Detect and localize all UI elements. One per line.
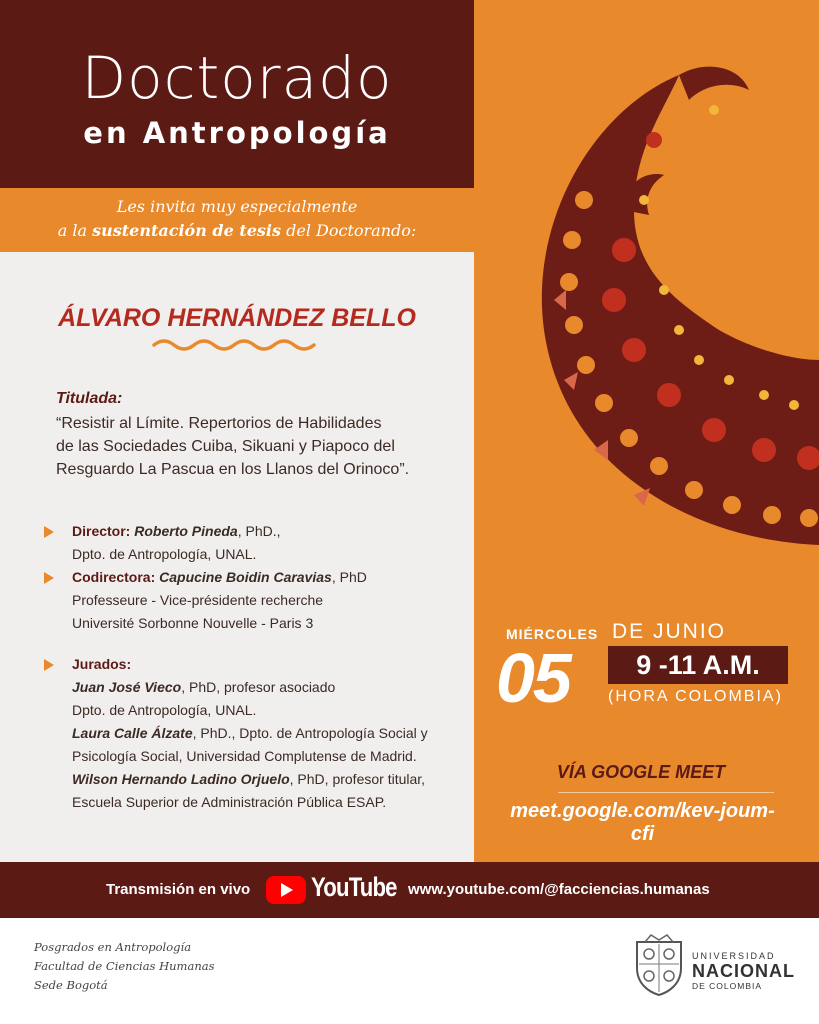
youtube-logo-text: YouTube — [311, 872, 397, 902]
faculty-line: Facultad de Ciencias Humanas — [34, 959, 215, 973]
triangle-bullet-icon — [44, 572, 54, 584]
thesis-line: “Resistir al Límite. Repertorios de Habilidades — [56, 415, 382, 432]
youtube-channel-link[interactable]: www.youtube.com/@facciencias.humanas — [408, 881, 710, 898]
event-time: 9 -11 A.M. — [608, 646, 788, 684]
thesis-label: Titulada: — [56, 390, 123, 407]
decorative-hook-illustration — [474, 0, 819, 600]
jury-member-name: Laura Calle Álzate — [72, 725, 193, 741]
meeting-platform: VÍA GOOGLE MEET — [556, 762, 726, 782]
program-subtitle: en Antropología — [83, 116, 391, 150]
logo-line-2: NACIONAL — [692, 961, 795, 981]
candidate-name: ÁLVARO HERNÁNDEZ BELLO — [58, 304, 416, 332]
event-weekday: MIÉRCOLES — [506, 626, 599, 642]
youtube-play-icon — [266, 876, 306, 904]
jury-entry — [40, 653, 460, 814]
department-line: Posgrados en Antropología — [34, 940, 192, 954]
campus-line: Sede Bogotá — [34, 978, 108, 992]
jury-member-title: , PhD, profesor asociado — [181, 679, 336, 695]
event-day: 05 — [496, 639, 570, 717]
meeting-divider — [558, 792, 774, 793]
jury-member-affiliation: Escuela Superior de Administración Pública ESAP. — [72, 794, 387, 810]
invitation-line-1: Les invita muy especialmente — [116, 197, 358, 216]
jury-label: Jurados: — [72, 656, 132, 672]
logo-line-3: DE COLOMBIA — [692, 981, 763, 991]
invitation-post: del Doctorando: — [281, 221, 417, 240]
program-title: Doctorado — [81, 44, 393, 112]
jury-member-affiliation: Psicología Social, Universidad Complutense de Madrid. — [72, 748, 417, 764]
committee-list — [40, 520, 460, 814]
jury-member-name: Wilson Hernando Ladino Orjuelo — [72, 771, 290, 787]
director-label: Director: — [72, 523, 131, 539]
codirector-entry — [40, 566, 460, 635]
invitation-bold: sustentación de tesis — [92, 221, 282, 240]
codirector-affiliation: Professeure - Vice-présidente recherche — [72, 592, 324, 608]
triangle-bullet-icon — [44, 526, 54, 538]
meeting-link[interactable]: meet.google.com/kev-joum-cfi — [510, 800, 775, 845]
university-logo-text — [692, 951, 795, 991]
logo-line-1: UNIVERSIDAD — [692, 951, 776, 961]
squiggle-divider — [152, 336, 322, 354]
thesis-line: Resguardo La Pascua en los Llanos del Orinoco”. — [56, 461, 410, 478]
director-suffix: , PhD., — [237, 523, 281, 539]
invitation-pre: a la — [57, 221, 93, 240]
invitation-text — [0, 195, 474, 243]
director-name: Roberto Pineda — [134, 523, 238, 539]
codirector-label: Codirectora: — [72, 569, 156, 585]
stream-label: Transmisión en vivo — [106, 881, 251, 898]
jury-member-name: Juan José Vieco — [72, 679, 182, 695]
department-info — [34, 938, 214, 995]
event-timezone: (HORA COLOMBIA) — [608, 688, 783, 705]
thesis-title — [56, 412, 456, 481]
codirector-name: Capucine Boidin Caravias — [159, 569, 332, 585]
invitation-line-2 — [0, 219, 474, 243]
event-month: DE JUNIO — [612, 620, 727, 643]
director-entry — [40, 520, 460, 566]
codirector-institution: Université Sorbonne Nouvelle - Paris 3 — [72, 615, 314, 631]
jury-member-title: , PhD, profesor titular, — [289, 771, 426, 787]
jury-member-affiliation: Dpto. de Antropología, UNAL. — [72, 702, 257, 718]
triangle-bullet-icon — [44, 659, 54, 671]
director-affiliation: Dpto. de Antropología, UNAL. — [72, 546, 257, 562]
codirector-suffix: , PhD — [331, 569, 367, 585]
university-seal-icon — [631, 934, 687, 996]
thesis-line: de las Sociedades Cuiba, Sikuani y Piapoco del — [56, 438, 395, 455]
jury-member-title: , PhD., Dpto. de Antropología Social y — [192, 725, 428, 741]
